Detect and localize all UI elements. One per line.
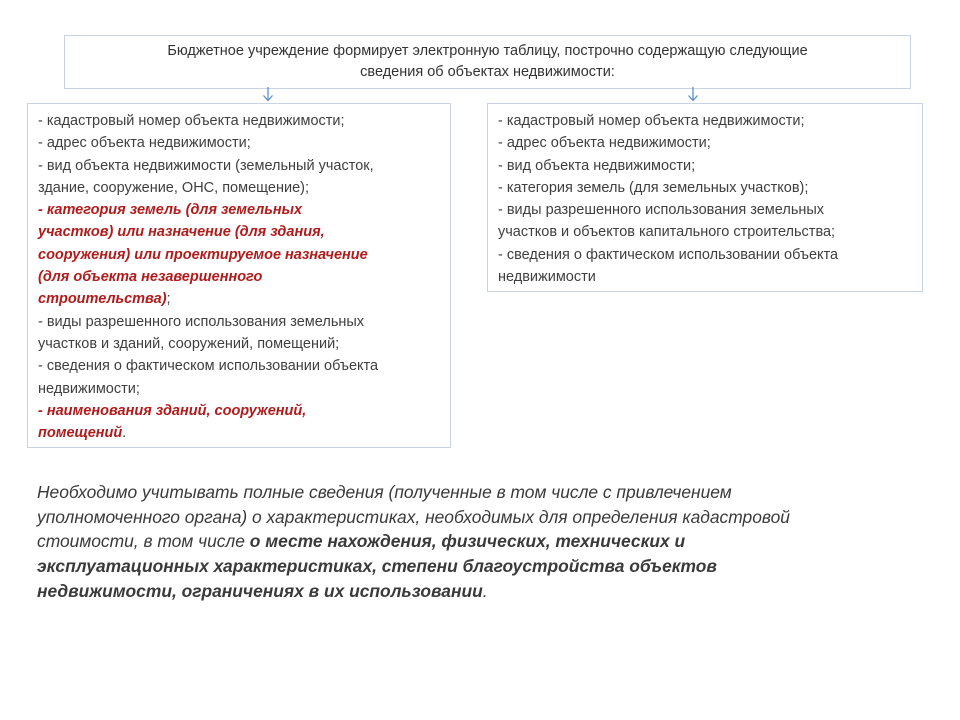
arrow-down-right-icon [686,87,700,103]
punctuation: . [482,580,488,601]
highlight-text: помещений [38,425,123,442]
highlight-text: строительства) [38,291,167,308]
right-item-line: недвижимости [498,269,596,286]
left-item-line: недвижимости; [38,380,140,397]
note-bold: о месте нахождения, физических, технических и [249,531,686,552]
right-item-line: - вид объекта недвижимости; [498,157,696,174]
dash: - [38,202,47,219]
note-paragraph [37,480,917,604]
right-item-line: - адрес объекта недвижимости; [498,135,711,152]
left-item-line: - вид объекта недвижимости (земельный участок, [38,157,374,174]
left-item-line [38,400,440,422]
note-line: уполномоченного органа) о характеристиках, необходимых для определения кадастровой [37,506,790,527]
left-item-line: здание, сооружение, ОНС, помещение); [38,179,310,196]
left-item-line: - сведения о фактическом использовании объекта [38,358,379,375]
punctuation: ; [166,291,171,308]
left-item-line: участков и зданий, сооружений, помещений; [38,335,340,352]
left-item-line [38,422,440,444]
highlight-text: наименования зданий, сооружений, [46,402,307,419]
right-item-line: - категория земель (для земельных участков); [498,179,809,196]
right-details-box [487,103,923,292]
left-item-line: - адрес объекта недвижимости; [38,135,251,152]
left-details-box [27,103,451,448]
punctuation: . [122,425,127,442]
highlight-text: категория земель (для земельных [46,202,303,219]
left-item-line [38,288,440,310]
header-statement-box [64,35,911,89]
left-item-line: - виды разрешенного использования земельных [38,313,365,330]
right-item-line: - кадастровый номер объекта недвижимости; [498,113,805,129]
header-line-1: Бюджетное учреждение формирует электронную таблицу, построчно содержащую следующие [167,43,808,59]
header-line-2: сведения об объектах недвижимости: [360,64,615,80]
highlight-text: сооружения) или проектируемое назначение [38,246,368,263]
right-item-line: - виды разрешенного использования земельных [498,202,825,219]
right-item-line: - сведения о фактическом использовании объекта [498,246,839,263]
note-line [37,529,917,554]
arrow-down-left-icon [261,87,275,103]
note-plain: стоимости, в том числе [37,531,250,552]
note-bold: недвижимости, ограничениях в их использовании [37,580,483,601]
highlight-text: участков) или назначение (для здания, [38,224,325,241]
right-item-line: участков и объектов капитального строительства; [498,224,836,241]
left-item-line [38,199,440,221]
left-item-line: - кадастровый номер объекта недвижимости; [38,113,345,129]
note-line: Необходимо учитывать полные сведения (полученные в том числе с привлечением [37,482,732,502]
note-line [37,579,917,604]
note-bold: эксплуатационных характеристиках, степени благоустройства объектов [37,556,717,577]
dash: - [38,402,47,419]
highlight-text: (для объекта незавершенного [38,269,263,286]
